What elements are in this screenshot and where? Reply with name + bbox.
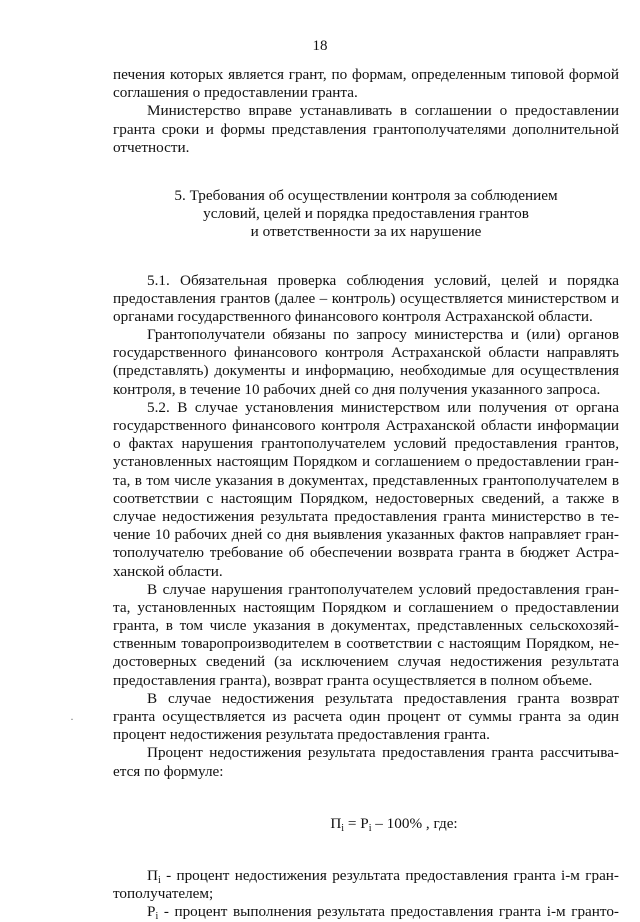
text-line: предоставления грантов (далее – контроль) осуществляется министерством и <box>113 289 619 307</box>
paragraph-non-achievement <box>113 690 619 745</box>
text-line: процент недостижения результата предоставления гранта. <box>113 726 490 744</box>
section-title-line: и ответственности за их нарушение <box>250 223 482 241</box>
text-line: ется по формуле: <box>113 762 224 780</box>
text-line: (представлять) документы и информацию, необходимые для осуществления <box>113 362 619 380</box>
text-line: соответствии с настоящим Порядком, недостоверных сведений, а также в <box>113 489 619 507</box>
text-line: Процент недостижения результата предоставления гранта рассчитыва- <box>147 744 619 762</box>
paragraph-recipients <box>113 326 619 399</box>
paragraph-5-1 <box>113 272 619 327</box>
text-line: о фактах нарушения грантополучателем условий предоставления грантов, <box>113 435 619 453</box>
text-line: предоставления гранта), возврат гранта осуществляется в полном объеме. <box>113 671 593 689</box>
formula-p: P <box>360 814 369 832</box>
text-line: достоверных сведений (за исключением случая недостижения результата <box>113 653 619 671</box>
formula-rest: – 100% , где: <box>371 814 458 832</box>
paragraph-percent-formula-intro <box>113 744 619 780</box>
page-number: 18 <box>312 38 328 54</box>
formula-equals: = <box>344 814 361 832</box>
text-line: печения которых является грант, по формам, определенным типовой формой <box>113 66 619 83</box>
paragraph-intro <box>113 66 619 102</box>
formula-lhs: П <box>330 814 342 832</box>
section-title-line: 5. Требования об осуществлении контроля за соблюдением <box>174 186 558 204</box>
text-line: гранта осуществляется из расчета один процент от суммы гранта за один <box>113 708 619 725</box>
text-line: гранта, в том числе указания в документах, представленных сельскохозяй- <box>113 617 619 635</box>
text-line: отчетности. <box>113 138 190 156</box>
text-line: органами государственного финансового контроля Астраханской области. <box>113 307 593 325</box>
document-body <box>113 66 619 922</box>
text-line: соглашения о предоставлении гранта. <box>113 84 358 102</box>
text-line: тополучателю требование об обеспечении возврата гранта в бюджет Астра- <box>113 544 619 562</box>
text-line: та, установленных настоящим Порядком и соглашением о предоставлении <box>113 598 619 616</box>
text-line: тополучателем; <box>113 885 214 903</box>
definition-symbol: P <box>147 903 156 921</box>
definition-pi <box>113 867 619 903</box>
text-line: государственного финансового контроля Астраханской области информации <box>113 417 619 434</box>
section-title <box>113 187 619 242</box>
text-line: та, в том числе указания в документах, представленных грантополучателем в <box>113 471 619 489</box>
formula-lhs-subscript: i <box>341 822 345 834</box>
text-line: гранта сроки и формы представления грантополучателями дополнительной <box>113 120 619 138</box>
text-line: В случае недостижения результата предоставления гранта возврат <box>147 689 619 707</box>
formula-p-subscript: i <box>368 822 372 834</box>
text-line: случае недостижения результата предоставления гранта министерство в те- <box>113 507 619 525</box>
definition-text: - процент выполнения результата предоставления гранта i-м гранто- <box>158 903 619 921</box>
text-line: ственным товаропроизводителем в соответствии с настоящим Порядком, не- <box>113 635 619 653</box>
text-line: 5.2. В случае установления министерством или получения от органа <box>147 398 619 416</box>
formula <box>113 815 619 833</box>
text-line: Министерство вправе устанавливать в соглашении о предоставлении <box>147 102 619 120</box>
paragraph-violation <box>113 581 619 690</box>
definition-subscript: i <box>157 874 161 886</box>
definition-subscript: i <box>155 911 159 922</box>
definition-text: - процент недостижения результата предоставления гранта i-м гран- <box>160 866 619 884</box>
paragraph-5-2 <box>113 399 619 581</box>
text-line: В случае нарушения грантополучателем условий предоставления гран- <box>147 580 619 598</box>
text-line: чение 10 рабочих дней со дня выявления указанных фактов направляет гран- <box>113 526 619 544</box>
text-line: ханской области. <box>113 562 223 580</box>
text-line <box>113 903 619 921</box>
text-line: контроля, в течение 10 рабочих дней со дня получения указанного запроса. <box>113 380 601 398</box>
text-line: установленных настоящим Порядком и соглашением о предоставлении гран- <box>113 453 619 471</box>
text-line: Грантополучатели обязаны по запросу министерства и (или) органов <box>147 326 619 344</box>
margin-dot: · <box>70 712 74 726</box>
definition-symbol: П <box>147 866 158 884</box>
paragraph-ministry <box>113 102 619 157</box>
section-title-line: условий, целей и порядка предоставления грантов <box>203 205 529 223</box>
text-line: государственного финансового контроля Астраханской области направлять <box>113 344 619 362</box>
definition-p <box>113 903 619 921</box>
text-line <box>113 867 619 885</box>
text-line: 5.1. Обязательная проверка соблюдения условий, целей и порядка <box>147 271 619 289</box>
